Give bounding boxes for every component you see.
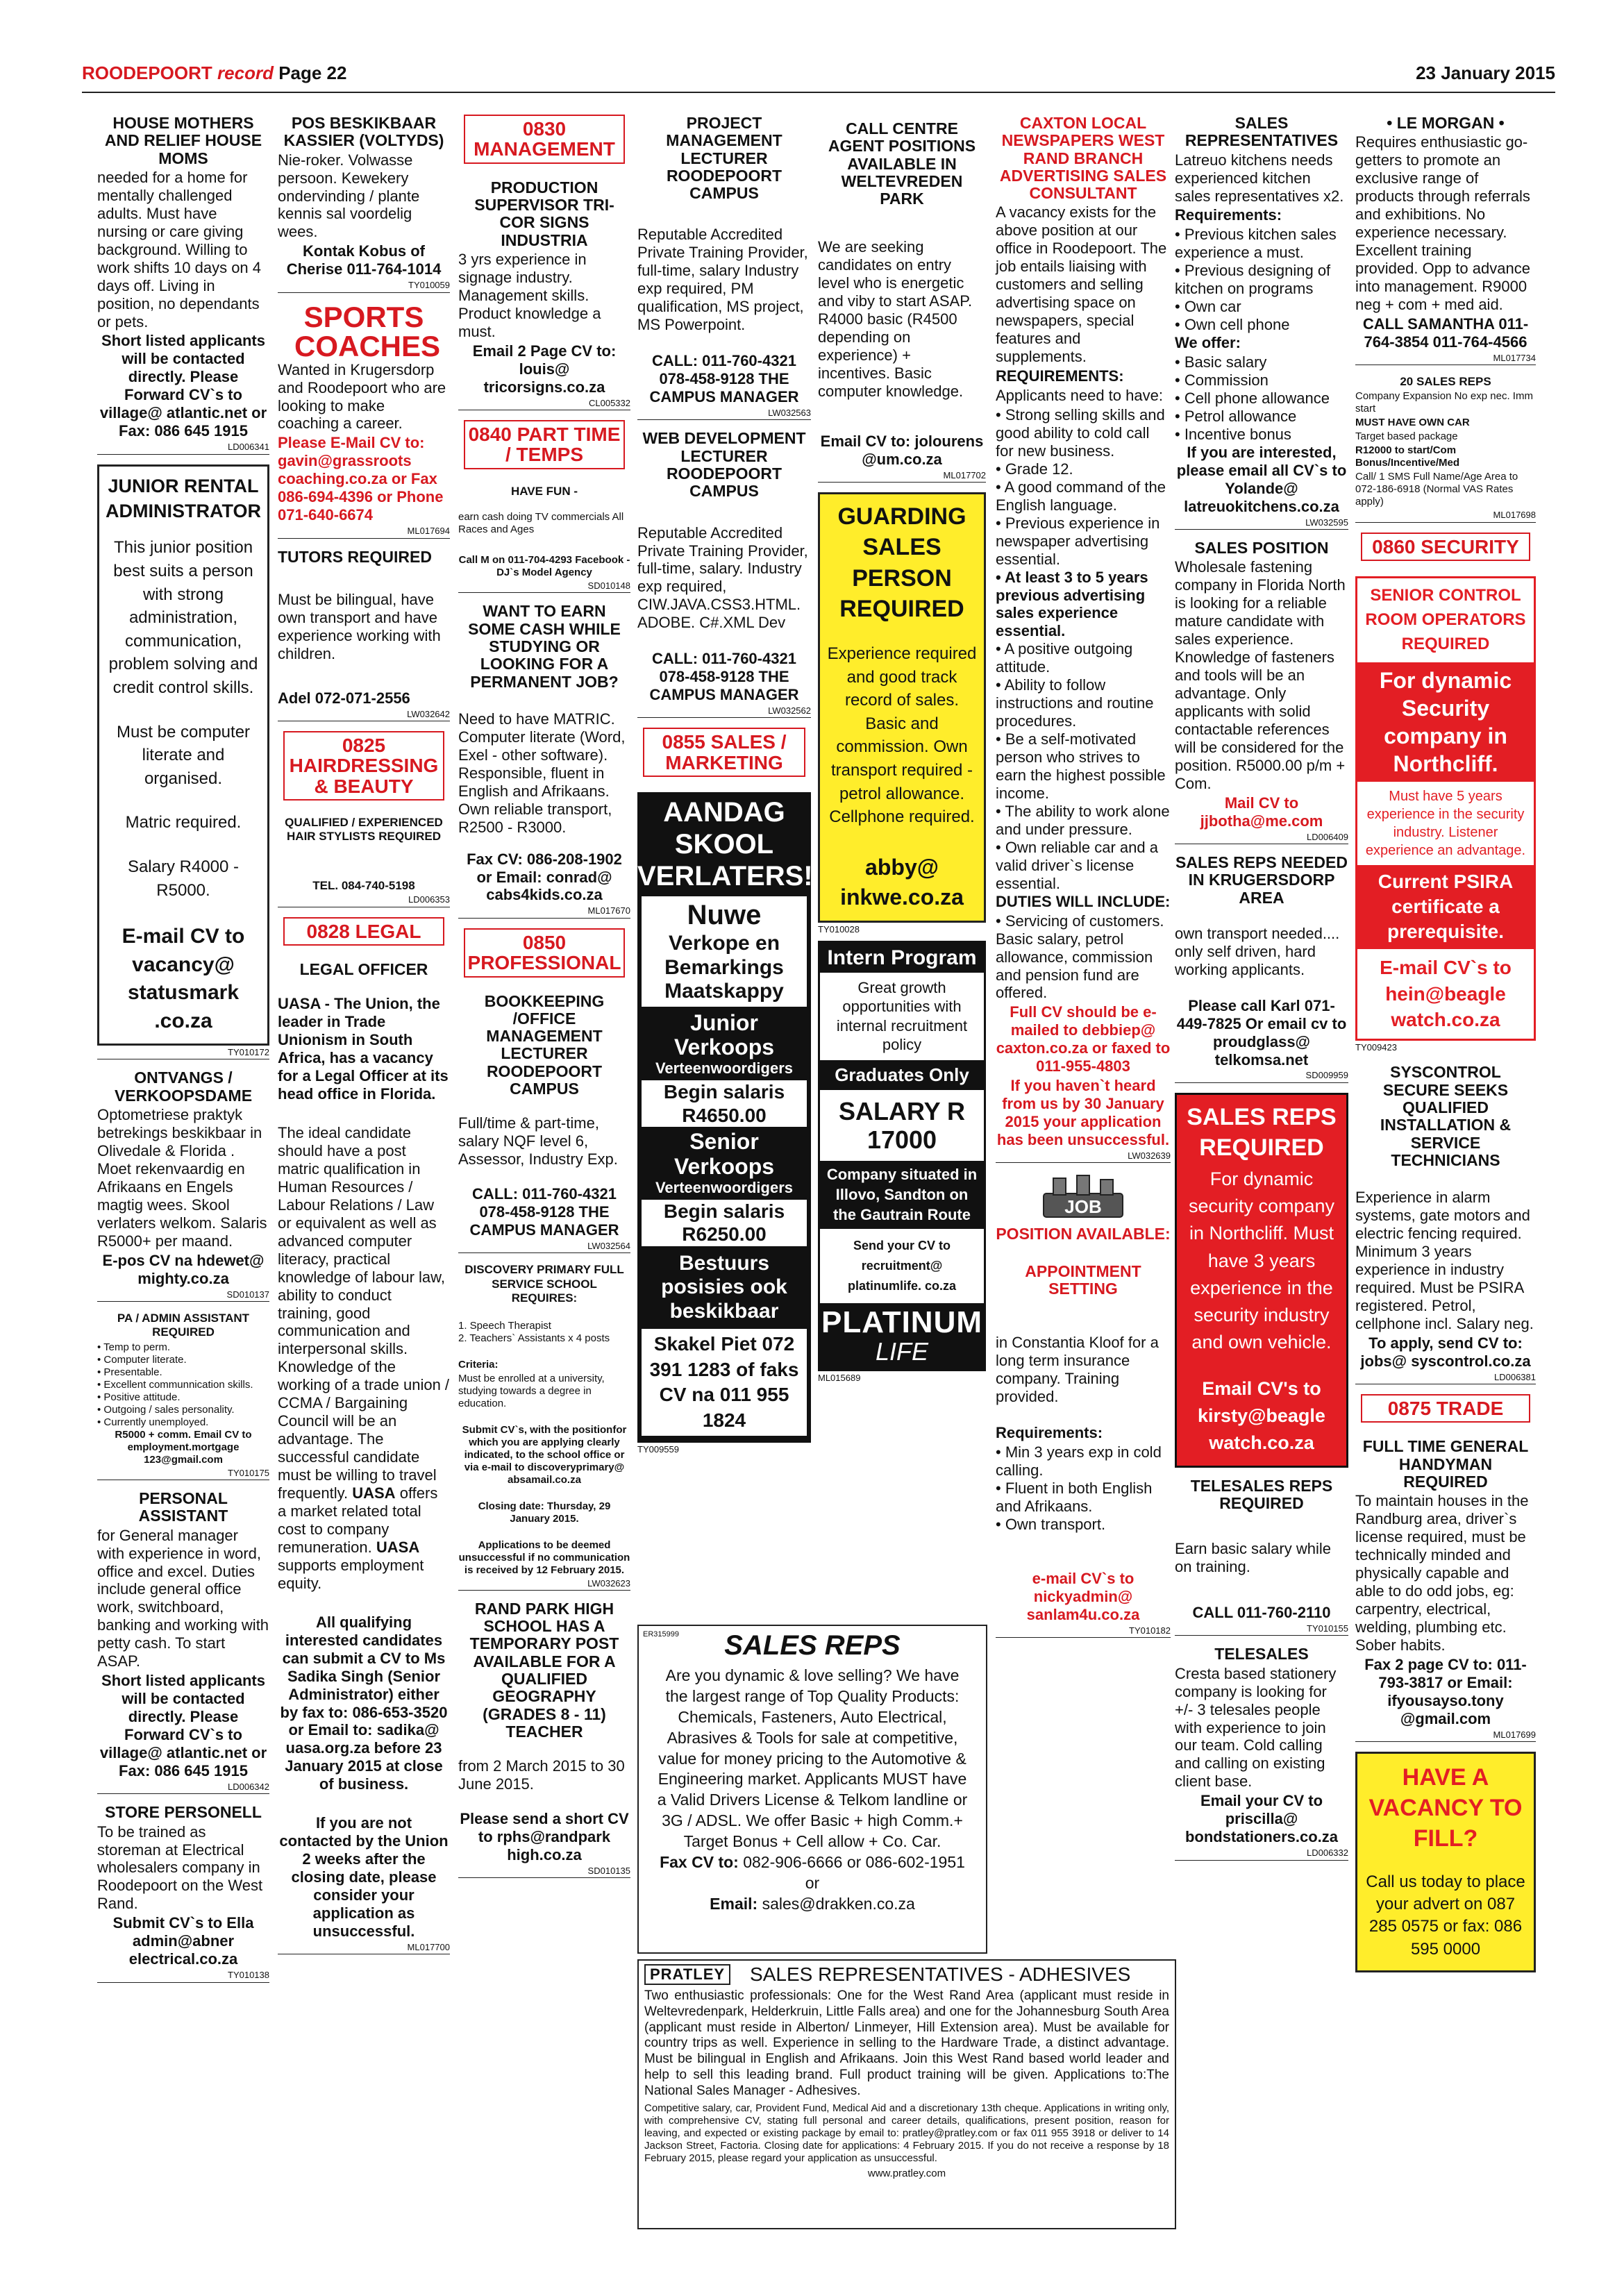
ad-ref: ML017699 bbox=[1355, 1729, 1536, 1742]
ad-contact: E-pos CV na hdewet@ mighty.co.za bbox=[102, 1251, 265, 1287]
ad-ref: TY010182 bbox=[996, 1625, 1171, 1638]
list-item: • Be a self-motivated person who strives to earn the highest possible income. bbox=[996, 730, 1166, 802]
ad-body: Earn basic salary while on training. bbox=[1175, 1540, 1331, 1576]
ad-box-vacancy bbox=[1355, 1752, 1536, 1972]
ad-body: This junior position best suits a person with strong administration, communication, problem solving and credit control skills. bbox=[108, 538, 258, 697]
ad-body: Two enthusiastic professionals: One for the West Rand Area (applicant must reside in Weltevredenpark, Helderkruin, Little Falls area) and one for the Johannesburg South Area (applicant must reside in Alberton/ Linmeyer, Hill Extension area). Must be available for country trips as well. Experience in selling to the Hardware Trade, a distinct advantage. Must be bilingual in English and Afrikaans. Join this West Rand based world leader and help to sell this leading brand. Full product training will be given. Applications to:The National Sales Manager - Adhesives. bbox=[644, 1988, 1169, 2098]
list-item: • Positive attitude. bbox=[97, 1391, 181, 1403]
list-item: • Strong selling skills and good ability to cold call for new business. bbox=[996, 405, 1165, 460]
ad-title: JUNIOR RENTAL ADMINISTRATOR bbox=[106, 475, 261, 521]
ad-inner bbox=[642, 896, 807, 1007]
ad-contact: If you are interested, please email all CV`s to Yolande@ latreuokitchens.co.za bbox=[1176, 443, 1347, 515]
ad-salary bbox=[642, 1080, 807, 1127]
ad-role: Senior Verkoops bbox=[673, 1129, 775, 1179]
ad-contact: e-mail CV`s to nickyadmin@ sanlam4u.co.za bbox=[1026, 1569, 1140, 1623]
list-item: • Commission bbox=[1175, 371, 1269, 389]
ad-location: Company situated in Illovo, Sandton on the Gautrain Route bbox=[820, 1161, 984, 1229]
ad-ref: ML015689 bbox=[818, 1373, 861, 1384]
ad-body-text: offers a market related total cost to company remuneration. bbox=[278, 1484, 438, 1556]
page-number: Page 22 bbox=[278, 62, 347, 83]
column-2 bbox=[278, 115, 450, 1964]
ad-ref: LW032639 bbox=[996, 1150, 1171, 1163]
page-header bbox=[82, 61, 1555, 93]
ad-title: PRODUCTION SUPERVISOR TRI-COR SIGNS INDUSTRIA bbox=[474, 178, 614, 249]
ad-title: POS BESKIKBAAR KASSIER (VOLTYDS) bbox=[283, 114, 444, 150]
ad-title: LEGAL OFFICER bbox=[299, 960, 428, 978]
ad-req-title: REQUIREMENTS: bbox=[996, 367, 1124, 385]
ad-ref: LW032563 bbox=[637, 408, 811, 420]
ad-body-text: The ideal candidate should have a post matric qualification in Human Resources / Labour Relations / Law or equivalent as well as advanced computer literacy, practical knowledge of labour law, ability to conduct training, good communication and interpersonal skills. Knowledge of the working of a trade union / CCMA / Bargaining Council will be an advantage. The successful candidate must be willing to travel frequently. bbox=[278, 1123, 450, 1502]
ad-offer-title: We offer: bbox=[1175, 334, 1241, 352]
ad-contact: R5000 + comm. Email CV to employment.mortgage 123@gmail.com bbox=[115, 1428, 252, 1466]
ad-duties-title: DUTIES WILL INCLUDE: bbox=[996, 892, 1171, 910]
ad-ref: ML017698 bbox=[1355, 510, 1536, 522]
column-7 bbox=[1175, 115, 1348, 1870]
list-item: 1. Speech Therapist bbox=[458, 1319, 551, 1332]
ad-contact: E-mail CV`s to hein@beagle watch.co.za bbox=[1380, 956, 1512, 1031]
ad-body: For dynamic security company in Northcliff. Must have 3 years experience in the security industry and own vehicle. bbox=[1188, 1168, 1335, 1353]
ad-body: Must be computer literate and organised. bbox=[116, 722, 251, 788]
ad-list bbox=[458, 1320, 630, 1345]
ad-title: CALL CENTRE AGENT POSITIONS AVAILABLE IN WELTEVREDEN PARK bbox=[828, 119, 976, 208]
ad-body: needed for a home for mentally challenged adults. Must have nursing or care giving background. Willing to work shifts 10 days on 4 days off. Living in position, no dependants or pets. bbox=[97, 168, 262, 330]
ad-contact: E-mail CV to vacancy@ statusmark .co.za bbox=[122, 925, 245, 1032]
ad-req-title: Requirements: bbox=[996, 1424, 1103, 1442]
job-logo-text: JOB bbox=[1064, 1196, 1102, 1218]
ad-req-title: Requirements: bbox=[1175, 206, 1282, 224]
classification-part-time: 0840 PART TIME / TEMPS bbox=[464, 420, 625, 469]
ad-contact: CALL: 011-760-4321 078-458-9128 THE CAMPUS MANAGER bbox=[469, 1185, 619, 1239]
classification-professional: 0850 PROFESSIONAL bbox=[464, 928, 625, 978]
classification-trade: 0875 TRADE bbox=[1361, 1394, 1530, 1423]
ad-ref: SD010148 bbox=[458, 580, 630, 593]
spacer bbox=[1175, 1468, 1348, 1477]
ad-role-sub: Verteenwoordigers bbox=[655, 1059, 794, 1078]
ad-contact: Fax 2 page CV to: 011-793-3817 or Email: ifyousayso.tony @gmail.com bbox=[1364, 1655, 1527, 1727]
ad-title: • LE MORGAN • bbox=[1387, 114, 1505, 132]
paper-record: record bbox=[217, 62, 274, 83]
list-item: • Min 3 years exp in cold calling. bbox=[996, 1443, 1162, 1479]
ad-psira: Current PSIRA certificate a prerequisite. bbox=[1357, 865, 1534, 949]
ad-ref: LD006342 bbox=[97, 1782, 269, 1794]
ad-contact: CALL: 011-760-4321 078-458-9128 THE CAMPUS MANAGER bbox=[649, 352, 799, 406]
ad-body: Must have 5 years experience in the security industry. Listener experience an advantage. bbox=[1365, 788, 1526, 858]
ad-contact: abby@ inkwe.co.za bbox=[840, 854, 964, 910]
column-5 bbox=[818, 115, 986, 1394]
ad-wide-pratley bbox=[637, 1959, 1176, 2229]
ad-ref: TY010172 bbox=[97, 1047, 269, 1059]
column-6 bbox=[996, 115, 1171, 1648]
ad-body: earn cash doing TV commercials All Races and Ages bbox=[458, 511, 624, 536]
list-item: • Own car bbox=[1175, 298, 1241, 316]
ad-ref: LW032562 bbox=[637, 705, 811, 718]
ad-contact: Kontak Kobus of Cherise 011-764-1014 bbox=[286, 242, 442, 278]
ad-title: QUALIFIED / EXPERIENCED HAIR STYLISTS REQUIRED bbox=[285, 816, 443, 844]
ad-contact: Call us today to place your advert on 087 285 0575 or fax: 086 595 0000 bbox=[1366, 1872, 1525, 1959]
ad-ref: LD006332 bbox=[1175, 1847, 1348, 1860]
list-item: • Previous kitchen sales experience a must. bbox=[1175, 226, 1337, 262]
list-item: • Temp to perm. bbox=[97, 1341, 171, 1353]
ad-salary: Basic salary, petrol allowance, commission and pension fund are offered. bbox=[996, 930, 1153, 1002]
ad-ref: SD010137 bbox=[97, 1289, 269, 1302]
ad-contact: Submit CV`s, with the positionfor which you are applying clearly indicated, to the school office or via e-mail to discoveryprimary@ absamail.co.za bbox=[462, 1423, 627, 1486]
ad-ref: SD010135 bbox=[458, 1866, 630, 1878]
ad-body: Full/time & part-time, salary NQF level 6, Assessor, Industry Exp. bbox=[458, 1114, 618, 1168]
ad-body: Salary R4000 - R5000. bbox=[127, 857, 240, 900]
ad-salary-value: R4650.00 bbox=[682, 1104, 767, 1126]
ad-req-body: Applicants need to have: bbox=[996, 387, 1163, 405]
ad-body: Optometriese praktyk betrekings beskikbaar in Olivedale & Florida . Moet rekenvaardig en Afrikaans en Engels magtig wees. Skool verlaters welkom. Salaris R5000+ per maand. bbox=[97, 1106, 267, 1250]
ad-title: FULL TIME GENERAL HANDYMAN REQUIRED bbox=[1362, 1437, 1529, 1491]
list-item: • Petrol allowance bbox=[1175, 407, 1297, 425]
column-8 bbox=[1355, 115, 1536, 1972]
ad-ref: LD006381 bbox=[1355, 1372, 1536, 1384]
ad-body-text: supports employment equity. bbox=[278, 1556, 424, 1592]
ad-title: SALES POSITION bbox=[1194, 538, 1329, 557]
ad-contact: TEL. 084-740-5198 bbox=[312, 878, 415, 892]
ad-list bbox=[1175, 353, 1348, 444]
logo-line-1: PLATINUM bbox=[821, 1305, 983, 1339]
ad-title: SYSCONTROL SECURE SEEKS QUALIFIED INSTALLATION & SERVICE TECHNICIANS bbox=[1380, 1063, 1512, 1169]
ad-contact: Skakel Piet 072 391 1283 of faks CV na 011 955 1824 bbox=[642, 1329, 807, 1436]
ad-ref: ML017702 bbox=[818, 470, 986, 483]
column-1 bbox=[97, 115, 269, 1993]
ad-title: TELESALES REPS REQUIRED bbox=[1190, 1476, 1333, 1512]
ad-ref: TY010175 bbox=[97, 1468, 269, 1480]
ad-headline: Intern Program bbox=[820, 943, 984, 973]
ad-contact: Email your CV to priscilla@ bondstationers.co.za bbox=[1184, 1792, 1339, 1846]
ad-title: RAND PARK HIGH SCHOOL HAS A TEMPORARY POST AVAILABLE FOR A QUALIFIED GEOGRAPHY (GRADES 8 - 11) TEACHER bbox=[469, 1599, 619, 1741]
ad-contact: Submit CV`s to Ella admin@abner electrical.co.za bbox=[112, 1914, 254, 1968]
ad-salary-label: Begin salaris bbox=[663, 1200, 785, 1222]
list-item: • Incentive bonus bbox=[1175, 425, 1291, 443]
ad-body: in Constantia Kloof for a long term insurance company. Training provided. bbox=[996, 1334, 1159, 1406]
ad-body: Cresta based stationery company is looking for +/- 3 telesales people with experience to join our team. Cold calling and calling on existing client base. bbox=[1175, 1664, 1337, 1791]
ad-body: Are you dynamic & love selling? We have the largest range of Top Quality Products: Chemicals, Fasteners, Auto Electrical, Abrasives & Tools for sale at competitive, value for money pricing to the Automotive & Engineering market. Applicants MUST have a Valid Drivers License & Telkom landline or 3G / ADSL. We offer Basic + high Comm.+ Target Bonus + Cell allow + Co. Car. bbox=[657, 1666, 968, 1851]
ad-contact: Email CV to: jolourens @um.co.za bbox=[820, 433, 984, 469]
ad-ref: TY010028 bbox=[818, 924, 860, 935]
ad-contact: Please send a short CV to rphs@randpark high.co.za bbox=[460, 1810, 629, 1864]
platinum-life-logo bbox=[820, 1303, 984, 1370]
ad-contact: Email CV's to kirsty@beagle watch.co.za bbox=[1198, 1378, 1325, 1454]
ad-title: SALES REPRESENTATIVES - ADHESIVES bbox=[750, 1963, 1131, 1985]
ad-list bbox=[97, 1341, 269, 1429]
ad-new: Nuwe bbox=[687, 900, 762, 931]
list-item: • Outgoing / sales personality. bbox=[97, 1403, 235, 1416]
ad-body bbox=[278, 1124, 450, 1593]
list-item: • Own transport. bbox=[996, 1515, 1106, 1533]
ad-criteria-title: Criteria: bbox=[458, 1358, 499, 1371]
ad-notice: If you haven`t heard from us by 30 January 2015 your application has been unsuccessful. bbox=[996, 1077, 1170, 1149]
ad-contact: Short listed applicants will be contacted directly. Please Forward CV`s to village@ atlantic.net or Fax: 086 645 1915 bbox=[99, 332, 267, 440]
ad-title: ONTVANGS / VERKOOPSDAME bbox=[114, 1069, 253, 1105]
ad-ref: LD006409 bbox=[1175, 832, 1348, 844]
list-item: • Basic salary bbox=[1175, 353, 1267, 371]
ad-ref: ML017694 bbox=[278, 526, 450, 538]
ad-title: PERSONAL ASSISTANT bbox=[138, 1489, 228, 1525]
ad-title: TUTORS REQUIRED bbox=[278, 547, 432, 566]
ad-salary-value: R6250.00 bbox=[682, 1223, 767, 1246]
list-item: • Excellent communnication skills. bbox=[97, 1378, 253, 1391]
ad-notice: Applications to be deemed unsuccessful if no communication is received by 12 February 2015. bbox=[458, 1539, 630, 1576]
ad-list bbox=[1175, 226, 1348, 334]
ad-notice: If you are not contacted by the Union 2 weeks after the closing date, please consider your application as unsuccessful. bbox=[279, 1814, 449, 1940]
ad-body-bold: UASA bbox=[352, 1484, 396, 1502]
ad-box-aandag bbox=[637, 792, 811, 1443]
ad-role-sub: Verteenwoordigers bbox=[655, 1178, 794, 1196]
ad-body: Wholesale fastening company in Florida North is looking for a reliable mature candidate with sales experience. Knowledge of fasteners and tools will be an advantage. Only applicants with solid contactable references will be considered for the position. R5000.00 p/m + Com. bbox=[1175, 558, 1346, 792]
ad-body: 3 yrs experience in signage industry. Management skills. Product knowledge a must. bbox=[458, 250, 601, 340]
column-4 bbox=[637, 115, 811, 1466]
ad-contact: Email 2 Page CV to: louis@ tricorsigns.co.za bbox=[472, 342, 617, 396]
list-item: • Own cell phone bbox=[1175, 316, 1290, 334]
classification-hairdressing: 0825 HAIRDRESSING & BEAUTY bbox=[283, 731, 444, 801]
ad-body: Nie-roker. Volwasse persoon. Kewekery ondervinding / plante kennis sal voordelig wees. bbox=[278, 151, 420, 241]
ad-fax-value: 082-906-6666 or 086-602-1951 or bbox=[743, 1853, 965, 1892]
ad-title: BOOKKEEPING /OFFICE MANAGEMENT LECTURER ROODEPOORT CAMPUS bbox=[484, 991, 605, 1098]
ad-body: for General manager with experience in word, office and excel. Duties include general office work, switchboard, banking and working with petty cash. To start ASAP. bbox=[97, 1526, 269, 1670]
ad-wide-sales-reps bbox=[637, 1625, 987, 1954]
list-item: • Previous designing of kitchen on programs bbox=[1175, 262, 1331, 298]
ad-contact: Short listed applicants will be contacted directly. Please Forward CV`s to village@ atlantic.net or Fax: 086 645 1915 bbox=[99, 1672, 267, 1779]
list-item: • Grade 12. bbox=[996, 460, 1073, 478]
ad-ref: LW032595 bbox=[1175, 517, 1348, 530]
ad-title: GUARDING SALES PERSON REQUIRED bbox=[837, 503, 966, 622]
ad-contact: CALL: 011-760-4321 078-458-9128 THE CAMPUS MANAGER bbox=[649, 650, 799, 704]
ad-body: Reputable Accredited Private Training Provider, full-time, salary. Industry exp required, CIW.JAVA.CSS3.HTML. ADOBE. C#.XML Dev bbox=[637, 523, 808, 632]
ad-title: HAVE A VACANCY TO FILL? bbox=[1368, 1764, 1523, 1852]
ad-body: Call/ 1 SMS Full Name/Age Area to 072-186-6918 (Normal VAS Rates apply) bbox=[1355, 471, 1518, 508]
ad-graduates: Graduates Only bbox=[820, 1060, 984, 1090]
ad-contact: Please call Karl 071-449-7825 Or email cv to proudglass@ telkomsa.net bbox=[1176, 996, 1347, 1069]
ad-contact: CALL 011-760-2110 bbox=[1192, 1604, 1331, 1622]
list-item: • Own reliable car and a valid driver`s license essential. bbox=[996, 838, 1158, 892]
ad-title: CAXTON LOCAL NEWSPAPERS WEST RAND BRANCH ADVERTISING SALES CONSULTANT bbox=[999, 114, 1167, 203]
pratley-logo: PRATLEY bbox=[644, 1964, 730, 1985]
job-logo-icon bbox=[1038, 1173, 1128, 1221]
ad-title: POSITION AVAILABLE: bbox=[996, 1225, 1171, 1243]
list-item: • Servicing of customers. bbox=[996, 912, 1164, 930]
ad-contact: Full CV should be e-mailed to debbiep@ caxton.co.za or faxed to 011-955-4803 bbox=[996, 1003, 1171, 1075]
ad-contact: CALL SAMANTHA 011-764-3854 011-764-4566 bbox=[1362, 315, 1529, 351]
ad-fax-label: Fax CV to: bbox=[660, 1853, 739, 1872]
ad-salary bbox=[642, 1200, 807, 1246]
ad-ref: LD006353 bbox=[278, 894, 450, 907]
ad-ref: ER315999 bbox=[643, 1630, 679, 1639]
list-item: • Ability to follow instructions and routine procedures. bbox=[996, 676, 1154, 730]
ad-intro: UASA - The Union, the leader in Trade Unionism in South Africa, has a vacancy for a Legal Officer at its head office in Florida. bbox=[278, 995, 449, 1103]
ad-list bbox=[996, 1443, 1171, 1534]
ad-title: APPOINTMENT SETTING bbox=[1025, 1262, 1141, 1298]
ad-body-bold: MUST HAVE OWN CAR bbox=[1355, 417, 1470, 429]
ad-contact: Send your CV to recruitment@ platinumlife. co.za bbox=[847, 1239, 957, 1293]
ad-role: Junior Verkoops bbox=[673, 1009, 775, 1060]
list-item: • The ability to work alone and under pressure. bbox=[996, 802, 1170, 838]
ad-body: Matric required. bbox=[125, 813, 242, 832]
ad-title: SALES REPS NEEDED IN KRUGERSDORP AREA bbox=[1175, 853, 1348, 907]
ad-body: Experience in alarm systems, gate motors and electric fencing required. Minimum 3 years experience in industry required. Must be PSIRA registered. Petrol, cellphone incl. Salary neg. bbox=[1355, 1189, 1534, 1332]
ad-box-control-room bbox=[1355, 576, 1536, 1041]
ad-body: Wanted in Krugersdorp and Roodepoort who are looking to make coaching a career. bbox=[278, 360, 446, 433]
ad-body: We are seeking candidates on entry level who is energetic and viby to start ASAP. R4000 basic (R4500 depending on experience) + incentives. Basic computer knowledge. bbox=[818, 238, 973, 401]
ad-box-sales-reps bbox=[1175, 1093, 1348, 1468]
ad-ref: TY010138 bbox=[97, 1970, 269, 1982]
ad-body: Experience required and good track record of sales. Basic and commission. Own transport required - petrol allowance. Cellphone required. bbox=[827, 644, 977, 827]
ad-contact: Please E-Mail CV to: gavin@grassroots coaching.co.za or Fax 086-694-4396 or Phone 071-640-6674 bbox=[278, 434, 444, 524]
ad-ref: TY009559 bbox=[637, 1444, 679, 1455]
ad-body: Company Expansion No exp nec. Imm start bbox=[1355, 390, 1533, 415]
ad-list bbox=[996, 406, 1171, 893]
ad-contact: Fax CV: 086-208-1902 or Email: conrad@ cabs4kids.co.za bbox=[467, 850, 622, 904]
list-item: • Previous experience in newspaper advertising essential. bbox=[996, 514, 1160, 568]
ad-title: HOUSE MOTHERS AND RELIEF HOUSE MOMS bbox=[104, 114, 262, 167]
list-item: • Fluent in both English and Afrikaans. bbox=[996, 1479, 1153, 1515]
ad-contact: All qualifying interested candidates can submit a CV to Ms Sadika Singh (Senior Administrator) either by fax to: 086-653-3520 or Email to: sadika@ uasa.org.za before 23 January 2015 at close of business. bbox=[280, 1613, 448, 1793]
ad-body: Reputable Accredited Private Training Provider, full-time, salary Industry exp required, PM qualification, MS project, MS Powerpoint. bbox=[637, 226, 808, 334]
ad-title: SPORTS COACHES bbox=[294, 300, 441, 362]
ad-body: Requires enthusiastic go-getters to promote an exclusive range of products through referrals and exhibitions. No experience necessary. Excellent training provided. Opp to advance into management. R9000 neg + com + med aid. bbox=[1355, 133, 1530, 313]
ad-email-value: sales@drakken.co.za bbox=[762, 1894, 915, 1913]
ad-ref: SD009959 bbox=[1175, 1070, 1348, 1082]
ad-ref: LW032564 bbox=[458, 1241, 630, 1253]
ad-title: PROJECT MANAGEMENT LECTURER ROODEPOORT CAMPUS bbox=[666, 114, 782, 203]
ad-body: Target based package bbox=[1355, 430, 1458, 443]
ad-salary: SALARY R 17000 bbox=[838, 1096, 966, 1154]
ad-body: To maintain houses in the Randburg area, driver`s license required, must be technically minded and physically capable and able to do odd jobs, eg: carpentry, electrical, welding, plumbing etc. Sober habits. bbox=[1355, 1492, 1529, 1654]
column-3 bbox=[458, 115, 630, 1888]
ad-headline: AANDAG SKOOL VERLATERS! bbox=[637, 797, 813, 892]
list-item: • Presentable. bbox=[97, 1366, 162, 1378]
page-date: 23 January 2015 bbox=[1416, 62, 1555, 83]
paper-name: ROODEPOORT bbox=[82, 62, 212, 83]
ad-ref: TY010155 bbox=[1175, 1623, 1348, 1636]
ad-criteria: Must be enrolled at a university, studying towards a degree in education. bbox=[458, 1372, 605, 1409]
ad-ref: LW032623 bbox=[458, 1578, 630, 1591]
ad-title: HAVE FUN - bbox=[510, 484, 578, 498]
ad-ref: TY009423 bbox=[1355, 1042, 1397, 1053]
ad-title: STORE PERSONELL bbox=[105, 1803, 262, 1822]
ad-salary-label: Begin salaris bbox=[663, 1081, 785, 1103]
classification-management: 0830 MANAGEMENT bbox=[464, 115, 625, 164]
ad-email bbox=[639, 1894, 986, 1915]
list-item: • A good command of the English language. bbox=[996, 478, 1166, 514]
ad-ref: TY010059 bbox=[278, 280, 450, 292]
ad-title: PA / ADMIN ASSISTANT REQUIRED bbox=[117, 1311, 250, 1339]
ad-body-bold: R12000 to start/Com Bonus/Incentive/Med bbox=[1355, 444, 1460, 469]
ad-small-print: Competitive salary, car, Provident Fund, Medical Aid and a discretionary 13th cheque. Applications in writing only, with comprehensive CV, stating full personal and career details, qualifications, present position, reason for leaving, and expected or existing package by email to: pratley@pratley.com or fax 011 955 3918 or deliver to 14 Jackson Street, Factoria. Closing date for applications: 4 February 2015. If you do not receive a response by 18 February 2015, please regard your application as unsuccessful. bbox=[644, 2102, 1169, 2164]
ad-box-junior-rental bbox=[97, 464, 269, 1046]
ad-ref: LD006341 bbox=[97, 442, 269, 454]
ad-body: Latreuo kitchens needs experienced kitchen sales representatives x2. bbox=[1175, 151, 1344, 205]
ad-body: To be trained as storeman at Electrical wholesalers company in Roodepoort on the West Rand. bbox=[97, 1822, 263, 1913]
ad-title: TELESALES bbox=[1214, 1645, 1309, 1664]
classification-security: 0860 SECURITY bbox=[1361, 533, 1530, 561]
ad-title: DISCOVERY PRIMARY FULL SERVICE SCHOOL REQUIRES: bbox=[464, 1263, 624, 1305]
ad-ref: LW032642 bbox=[278, 709, 450, 721]
logo-line-2: LIFE bbox=[875, 1336, 929, 1366]
ad-fax bbox=[639, 1852, 986, 1894]
ad-title: SALES REPS bbox=[724, 1630, 901, 1661]
ad-title: SALES REPS REQUIRED bbox=[1187, 1103, 1337, 1161]
ad-title: WANT TO EARN SOME CASH WHILE STUDYING OR LOOKING FOR A PERMANENT JOB? bbox=[468, 602, 621, 691]
ad-body: Great growth opportunities with internal recruitment policy bbox=[836, 978, 968, 1054]
ad-sub: Verkope en Bemarkings Maatskappy bbox=[664, 932, 784, 1003]
ad-box-intern bbox=[818, 941, 986, 1372]
ad-title: SALES REPRESENTATIVES bbox=[1184, 114, 1339, 150]
ad-contact: To apply, send CV to: jobs@ syscontrol.co.za bbox=[1360, 1334, 1531, 1370]
ad-title: SENIOR CONTROL ROOM OPERATORS REQUIRED bbox=[1365, 586, 1526, 653]
ad-ref: ML017700 bbox=[278, 1942, 450, 1954]
ad-management: Bestuurs posisies ook beskikbaar bbox=[661, 1251, 787, 1323]
ad-ref: ML017670 bbox=[458, 905, 630, 918]
ad-body: from 2 March 2015 to 30 June 2015. bbox=[458, 1757, 625, 1793]
list-item: • Currently unemployed. bbox=[97, 1416, 209, 1428]
ad-sub: For dynamic Security company in Northcliff. bbox=[1357, 662, 1534, 782]
ad-box-guarding bbox=[818, 492, 986, 923]
ad-contact: Call M on 011-704-4293 Facebook -DJ`s Model Agency bbox=[458, 554, 630, 579]
list-item: • Cell phone allowance bbox=[1175, 389, 1330, 407]
ad-title: 20 SALES REPS bbox=[1400, 375, 1491, 389]
classification-sales-marketing: 0855 SALES / MARKETING bbox=[643, 728, 805, 777]
ad-body: Must be bilingual, have own transport and have experience working with children. bbox=[278, 590, 441, 662]
list-item: • At least 3 to 5 years previous advertising sales experience essential. bbox=[996, 568, 1148, 640]
ad-closing: Closing date: Thursday, 29 January 2015. bbox=[478, 1500, 611, 1525]
ad-body: A vacancy exists for the above position at our office in Roodepoort. The job entails liaising with customers and selling advertising space on newspapers, special features and supplements. bbox=[996, 203, 1167, 366]
classification-legal: 0828 LEGAL bbox=[283, 917, 444, 946]
ad-body: own transport needed.... only self driven, hard working applicants. bbox=[1175, 924, 1340, 978]
ad-ref: CL005332 bbox=[458, 398, 630, 410]
ad-body-bold: UASA bbox=[376, 1538, 420, 1556]
list-item: 2. Teachers` Assistants x 4 posts bbox=[458, 1332, 610, 1344]
ad-website: www.pratley.com bbox=[867, 2167, 946, 2179]
page-header-left bbox=[82, 62, 346, 84]
ad-title: WEB DEVELOPMENT LECTURER ROODEPOORT CAMPUS bbox=[642, 429, 806, 501]
ad-body: Need to have MATRIC. Computer literate (Word, Exel - other software). Responsible, fluent in English and Afrikaans. Own reliable transport, R2500 - R3000. bbox=[458, 710, 626, 836]
ad-email-label: Email: bbox=[710, 1894, 758, 1913]
list-item: • A positive outgoing attitude. bbox=[996, 640, 1133, 676]
ad-contact: Mail CV to jjbotha@me.com bbox=[1200, 794, 1323, 830]
ad-contact: Adel 072-071-2556 bbox=[278, 689, 410, 707]
ad-ref: ML017734 bbox=[1355, 353, 1536, 365]
ad-header bbox=[639, 1961, 1175, 1986]
list-item: • Computer literate. bbox=[97, 1353, 187, 1366]
